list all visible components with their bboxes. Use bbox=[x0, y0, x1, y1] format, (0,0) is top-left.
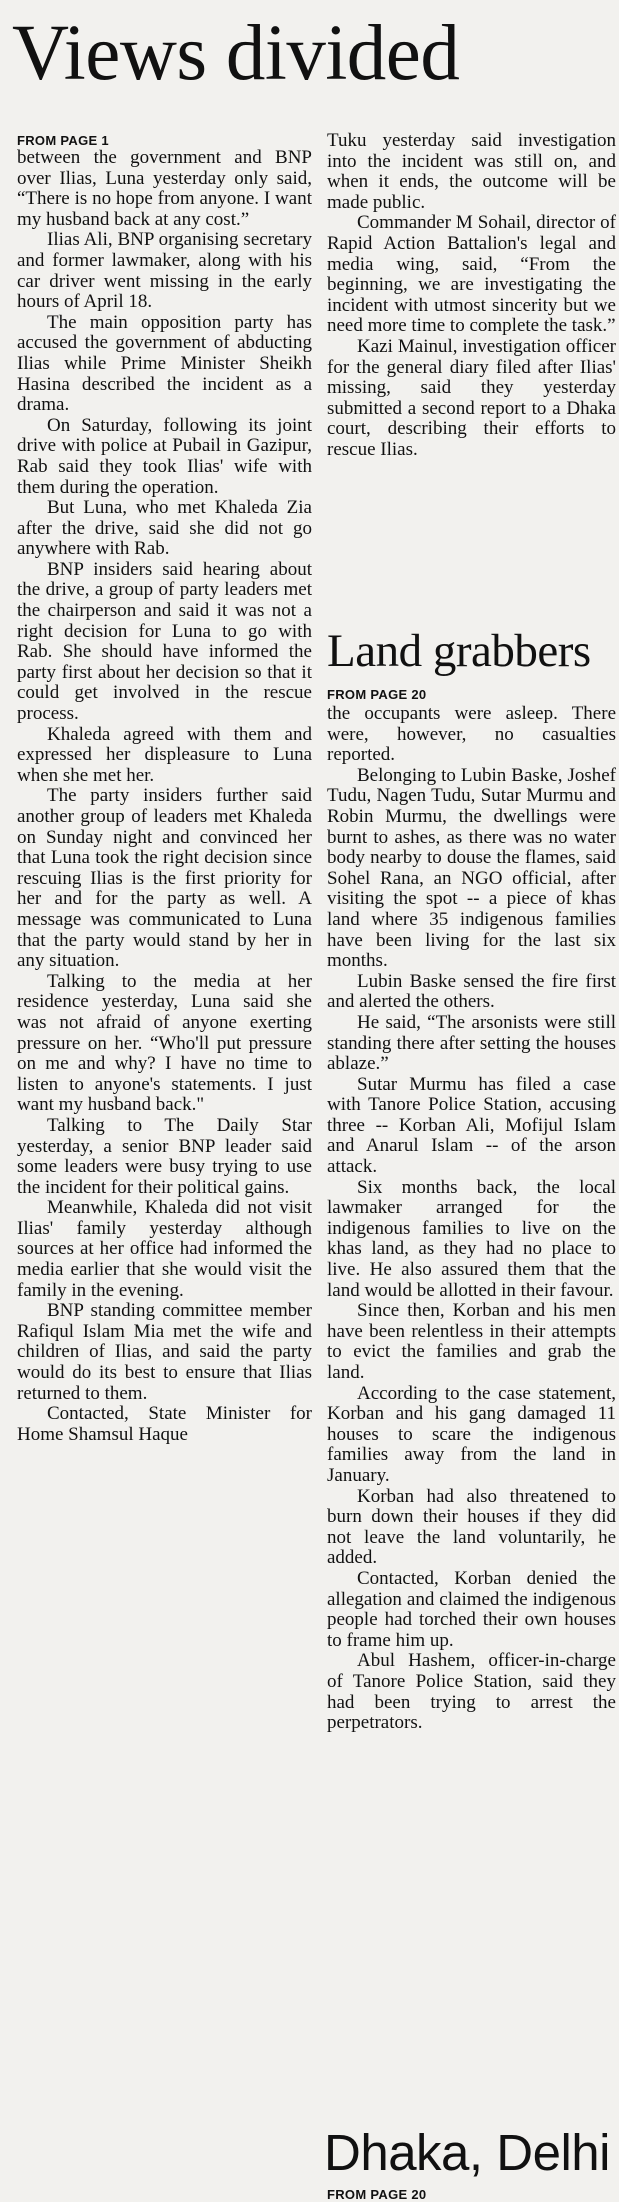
paragraph: BNP insiders said hearing about the drive, a group of party leaders met the chairperson and said it was not a right decision for Luna to go with Rab. She should have informed the party first about her decision so that it could get involved in the rescue process. bbox=[17, 558, 312, 725]
paragraph: Contacted, Korban denied the allegation and claimed the indigenous people had torched their own houses to frame him up. bbox=[327, 1567, 616, 1651]
paragraph: On Saturday, following its joint drive with police at Pubail in Gazipur, Rab said they took Ilias' wife with them during the operation. bbox=[17, 414, 312, 498]
paragraph: Korban had also threatened to burn down their houses if they did not leave the land voluntarily, he added. bbox=[327, 1485, 616, 1569]
land-kicker: FROM PAGE 20 bbox=[327, 687, 427, 702]
paragraph: Ilias Ali, BNP organising secretary and former lawmaker, along with his car driver went missing in the early hours of April 18. bbox=[17, 229, 312, 313]
paragraph: Talking to the media at her residence yesterday, Luna said she was not afraid of anyone exerting pressure on her. “Who'll put pressure on me and why? I have no time to listen to anyone's statements. I just want my husband back." bbox=[17, 970, 312, 1116]
main-story-right-column bbox=[327, 131, 616, 461]
paragraph: The main opposition party has accused the government of abducting Ilias while Prime Minister Sheikh Hasina described the incident as a drama. bbox=[17, 311, 312, 416]
land-story-column bbox=[327, 704, 616, 1734]
paragraph: Talking to The Daily Star yesterday, a senior BNP leader said some leaders were busy trying to use the incident for their political gains. bbox=[17, 1114, 312, 1198]
paragraph: But Luna, who met Khaleda Zia after the drive, said she did not go anywhere with Rab. bbox=[17, 497, 312, 560]
paragraph: He said, “The arsonists were still standing there after setting the houses ablaze.” bbox=[327, 1011, 616, 1075]
main-kicker: FROM PAGE 1 bbox=[17, 133, 109, 148]
paragraph: between the government and BNP over Ilias, Luna yesterday only said, “There is no hope from anyone. I want my husband back at any cost.” bbox=[17, 147, 312, 230]
dhaka-kicker: FROM PAGE 20 bbox=[327, 2187, 427, 2202]
paragraph: Contacted, State Minister for Home Shamsul Haque bbox=[17, 1403, 312, 1445]
paragraph: Sutar Murmu has filed a case with Tanore Police Station, accusing three -- Korban Ali, Mofijul Islam and Anarul Islam -- of the arson attack. bbox=[327, 1073, 616, 1178]
paragraph: Commander M Sohail, director of Rapid Action Battalion's legal and media wing, said, “From the beginning, we are investigating the incident with utmost sincerity but we need more time to complete the task.” bbox=[327, 212, 616, 337]
land-headline: Land grabbers bbox=[327, 625, 591, 677]
paragraph: BNP standing committee member Rafiqul Islam Mia met the wife and children of Ilias, and said the party would do its best to ensure that Ilias returned to them. bbox=[17, 1300, 312, 1404]
paragraph: Lubin Baske sensed the fire first and alerted the others. bbox=[327, 970, 616, 1013]
main-headline: Views divided bbox=[12, 10, 460, 97]
paragraph: Meanwhile, Khaleda did not visit Ilias' family yesterday although sources at her office had informed the media earlier that she would visit the family in the evening. bbox=[17, 1197, 312, 1301]
paragraph: the occupants were asleep. There were, however, no casualties reported. bbox=[327, 703, 616, 766]
paragraph: Khaleda agreed with them and expressed her displeasure to Luna when she met her. bbox=[17, 723, 312, 786]
main-story-left-column bbox=[17, 148, 312, 1445]
paragraph: Kazi Mainul, investigation officer for the general diary filed after Ilias' missing, said they yesterday submitted a second report to a Dhaka court, describing their efforts to rescue Ilias. bbox=[327, 335, 616, 460]
paragraph: Since then, Korban and his men have been relentless in their attempts to evict the families and grab the land. bbox=[327, 1300, 616, 1383]
paragraph: Abul Hashem, officer-in-charge of Tanore Police Station, said they had been trying to arrest the perpetrators. bbox=[327, 1650, 616, 1734]
paragraph: Belonging to Lubin Baske, Joshef Tudu, Nagen Tudu, Sutar Murmu and Robin Murmu, the dwellings were burnt to ashes, as there was no water body nearby to douse the flames, said Sohel Rana, an NGO official, after visiting the spot -- a piece of khas land where 35 indigenous families have been living for the last six months. bbox=[327, 764, 616, 972]
dhaka-headline: Dhaka, Delhi bbox=[324, 2124, 610, 2181]
paragraph: According to the case statement, Korban and his gang damaged 11 houses to scare the indigenous families away from the land in January. bbox=[327, 1382, 616, 1486]
paragraph: The party insiders further said another group of leaders met Khaleda on Sunday night and convinced her that Luna took the right decision since rescuing Ilias is the first priority for her and for the party as well. A message was communicated to Luna that the party would stand by her in any situation. bbox=[17, 785, 312, 972]
paragraph: Tuku yesterday said investigation into the incident was still on, and when it ends, the outcome will be made public. bbox=[327, 130, 616, 213]
paragraph: Six months back, the local lawmaker arranged for the indigenous families to live on the khas land, as they had no place to live. He also assured them that the land would be allotted in their favour. bbox=[327, 1176, 616, 1301]
